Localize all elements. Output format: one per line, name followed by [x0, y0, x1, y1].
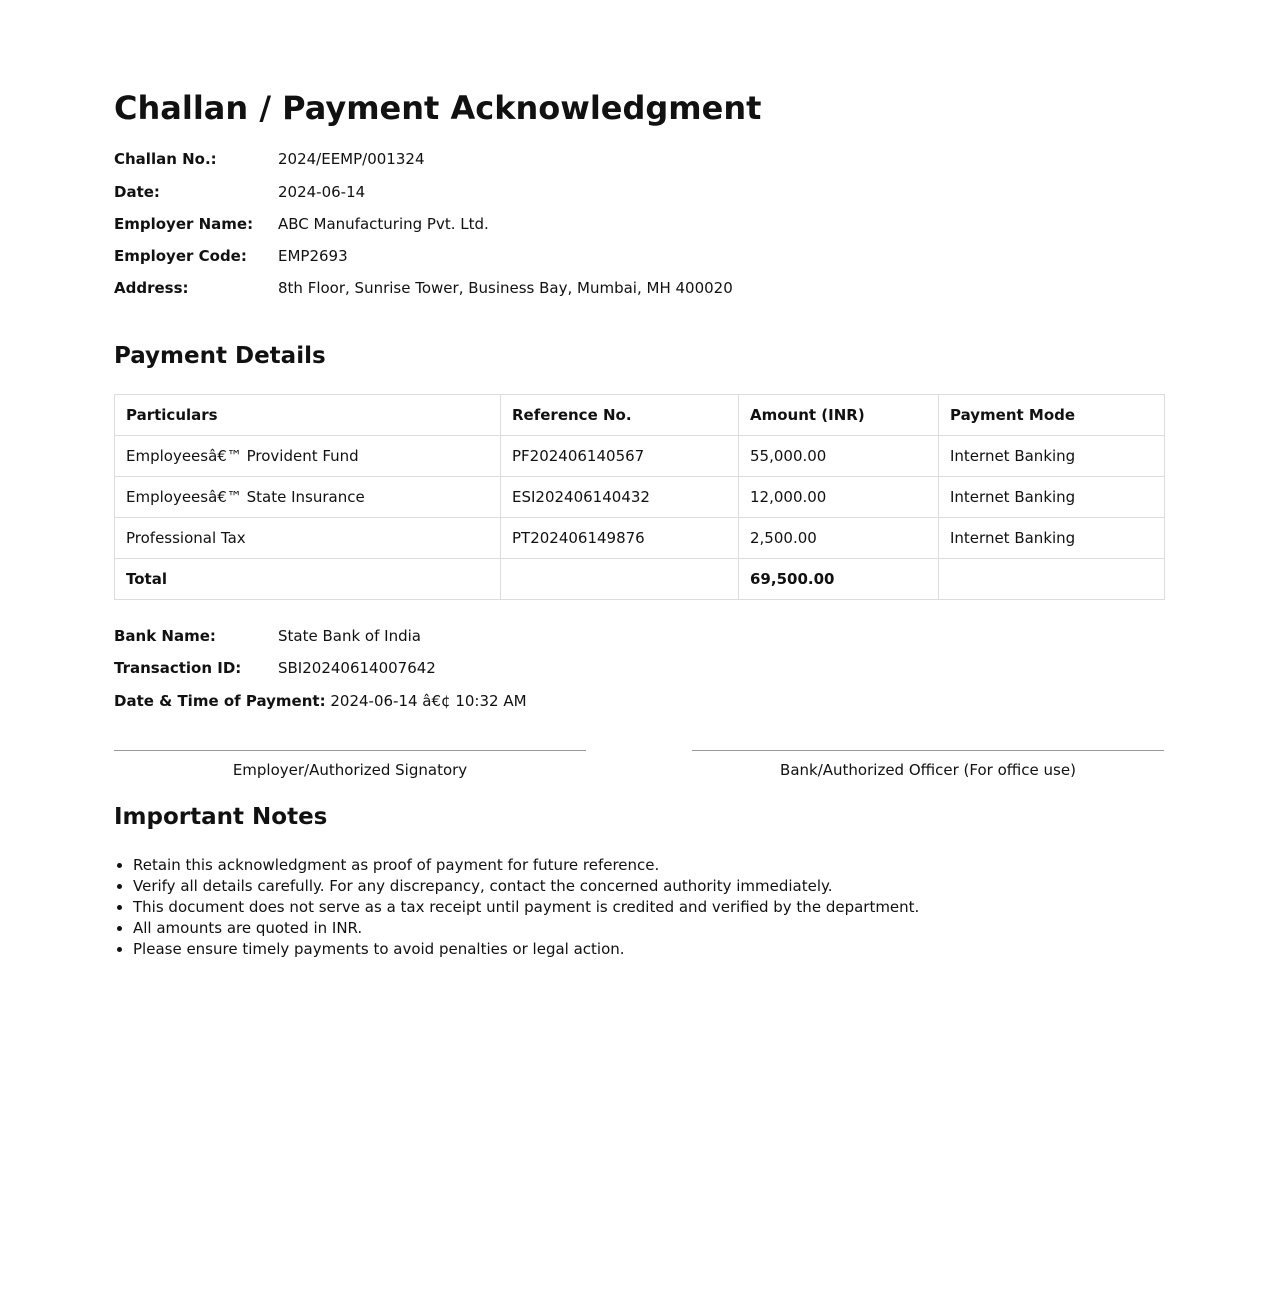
challan-no-value: 2024/EEMP/001324	[278, 150, 425, 168]
table-total-row	[115, 559, 1165, 600]
list-item: • This document does not serve as a tax receipt until payment is credited and verified by the department.	[133, 897, 1164, 918]
bank-signature-block	[692, 750, 1164, 779]
table-header-row	[115, 395, 1165, 436]
cell-particulars: Employeesâ€™ Provident Fund	[115, 436, 501, 477]
employer-code-label: Employer Code:	[114, 247, 247, 265]
payment-time-value: 2024-06-14 â€¢ 10:32 AM	[330, 692, 527, 710]
date-value: 2024-06-14	[278, 183, 366, 201]
payment-details-heading: Payment Details	[114, 343, 326, 369]
cell-particulars: Employeesâ€™ State Insurance	[115, 477, 501, 518]
cell-mode: Internet Banking	[939, 436, 1165, 477]
list-item: • Retain this acknowledgment as proof of payment for future reference.	[133, 855, 1164, 876]
challan-no-label: Challan No.:	[114, 150, 217, 168]
address-value: 8th Floor, Sunrise Tower, Business Bay, Mumbai, MH 400020	[278, 279, 733, 297]
date-label: Date:	[114, 183, 160, 201]
column-header-mode: Payment Mode	[939, 395, 1165, 436]
cell-mode: Internet Banking	[939, 477, 1165, 518]
cell-reference: ESI202406140432	[501, 477, 739, 518]
bank-name-label: Bank Name:	[114, 627, 216, 645]
important-notes-list	[114, 855, 1164, 960]
total-amount: 69,500.00	[739, 559, 939, 600]
payment-details-table	[114, 394, 1165, 600]
column-header-reference: Reference No.	[501, 395, 739, 436]
list-item: • All amounts are quoted in INR.	[133, 918, 1164, 939]
total-reference-empty	[501, 559, 739, 600]
table-row	[115, 518, 1165, 559]
column-header-particulars: Particulars	[115, 395, 501, 436]
list-item: • Verify all details carefully. For any discrepancy, contact the concerned authority immediately.	[133, 876, 1164, 897]
total-mode-empty	[939, 559, 1165, 600]
list-item: • Please ensure timely payments to avoid penalties or legal action.	[133, 939, 1164, 960]
transaction-id-value: SBI20240614007642	[278, 659, 436, 677]
employer-signature-label: Employer/Authorized Signatory	[232, 761, 468, 779]
employer-name-label: Employer Name:	[114, 215, 254, 233]
cell-amount: 12,000.00	[739, 477, 939, 518]
cell-reference: PT202406149876	[501, 518, 739, 559]
employer-name-value: ABC Manufacturing Pvt. Ltd.	[278, 215, 489, 233]
page-title: Challan / Payment Acknowledgment	[114, 89, 762, 127]
table-row	[115, 436, 1165, 477]
cell-amount: 2,500.00	[739, 518, 939, 559]
bank-name-value: State Bank of India	[278, 627, 421, 645]
total-label: Total	[115, 559, 501, 600]
transaction-id-label: Transaction ID:	[114, 659, 242, 677]
table-row	[115, 477, 1165, 518]
cell-mode: Internet Banking	[939, 518, 1165, 559]
employer-signature-block	[114, 750, 586, 779]
important-notes-heading: Important Notes	[114, 804, 328, 830]
cell-particulars: Professional Tax	[115, 518, 501, 559]
employer-code-value: EMP2693	[278, 247, 348, 265]
bank-signature-label: Bank/Authorized Officer (For office use)	[780, 761, 1076, 779]
cell-amount: 55,000.00	[739, 436, 939, 477]
column-header-amount: Amount (INR)	[739, 395, 939, 436]
payment-time-label: Date & Time of Payment:	[114, 692, 326, 710]
payment-time-row	[114, 689, 527, 713]
cell-reference: PF202406140567	[501, 436, 739, 477]
address-label: Address:	[114, 279, 189, 297]
